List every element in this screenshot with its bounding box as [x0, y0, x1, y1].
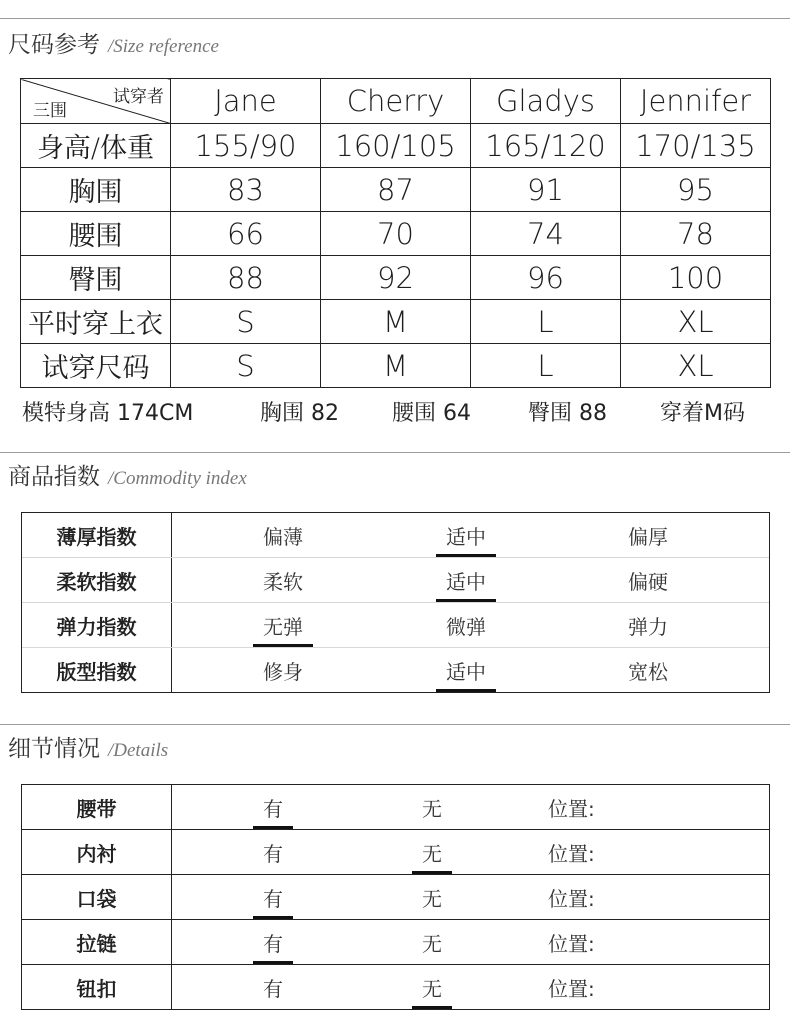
detail-position: 位置:	[548, 886, 595, 911]
row-label: 腰围	[21, 212, 171, 256]
detail-label: 内衬	[22, 830, 172, 874]
details-title-cn: 细节情况	[8, 736, 100, 762]
table-cell: 83	[171, 168, 321, 212]
size-row-height-weight	[21, 124, 771, 168]
table-cell: 88	[171, 256, 321, 300]
commodity-section-title	[8, 458, 247, 492]
table-cell: 100	[621, 256, 771, 300]
table-cell: L	[471, 300, 621, 344]
col-header-jane: Jane	[171, 79, 321, 124]
index-option: 弹力	[628, 614, 668, 639]
commodity-divider	[0, 452, 790, 453]
col-header-jennifer: Jennifer	[621, 79, 771, 124]
detail-yes: 有	[263, 976, 283, 1001]
detail-no: 无	[422, 886, 442, 911]
size-row-usual-top	[21, 300, 771, 344]
row-label: 平时穿上衣	[21, 300, 171, 344]
detail-row-belt	[22, 785, 769, 829]
table-cell: 87	[321, 168, 471, 212]
index-label: 版型指数	[22, 648, 172, 692]
size-title-en: /Size reference	[108, 36, 219, 57]
detail-yes: 有	[263, 875, 283, 919]
index-label: 柔软指数	[22, 558, 172, 602]
col-header-cherry: Cherry	[321, 79, 471, 124]
detail-no: 无	[422, 931, 442, 956]
table-cell: S	[171, 300, 321, 344]
detail-row-zipper	[22, 919, 769, 964]
model-bust: 胸围 82	[260, 401, 339, 426]
index-row-softness	[22, 557, 769, 602]
table-cell: 74	[471, 212, 621, 256]
index-label: 薄厚指数	[22, 513, 172, 557]
table-cell: 96	[471, 256, 621, 300]
table-cell: XL	[621, 344, 771, 388]
size-row-hip	[21, 256, 771, 300]
detail-no: 无	[422, 796, 442, 821]
table-cell: 160/105	[321, 124, 471, 168]
index-option: 适中	[446, 558, 486, 602]
detail-row-lining	[22, 829, 769, 874]
corner-cell	[21, 79, 171, 124]
details-divider	[0, 724, 790, 725]
table-cell: M	[321, 344, 471, 388]
table-cell: 66	[171, 212, 321, 256]
index-row-fit	[22, 647, 769, 692]
details-table	[21, 784, 770, 1010]
top-divider	[0, 18, 790, 19]
table-cell: 70	[321, 212, 471, 256]
table-cell: 95	[621, 168, 771, 212]
index-option: 适中	[446, 648, 486, 692]
detail-label: 腰带	[22, 785, 172, 829]
index-option: 修身	[263, 659, 303, 684]
index-option: 偏硬	[628, 569, 668, 594]
size-row-bust	[21, 168, 771, 212]
model-info	[22, 396, 762, 428]
detail-row-button	[22, 964, 769, 1009]
index-row-elasticity	[22, 602, 769, 647]
table-cell: 91	[471, 168, 621, 212]
selected-underline	[412, 1006, 452, 1009]
index-option: 偏厚	[628, 524, 668, 549]
size-section-title	[8, 26, 219, 60]
details-section-title	[8, 730, 168, 764]
model-waist: 腰围 64	[392, 401, 471, 426]
index-option: 柔软	[263, 569, 303, 594]
row-label: 身高/体重	[21, 124, 171, 168]
model-wearing: 穿着M码	[660, 401, 745, 426]
row-label: 试穿尺码	[21, 344, 171, 388]
detail-label: 钮扣	[22, 965, 172, 1009]
size-row-waist	[21, 212, 771, 256]
table-cell: 155/90	[171, 124, 321, 168]
index-option: 无弹	[263, 603, 303, 647]
corner-top-label: 试穿者	[113, 87, 164, 107]
index-option: 偏薄	[263, 524, 303, 549]
index-option: 适中	[446, 513, 486, 557]
table-cell: S	[171, 344, 321, 388]
detail-no: 无	[422, 830, 442, 874]
col-header-gladys: Gladys	[471, 79, 621, 124]
detail-label: 口袋	[22, 875, 172, 919]
size-table	[20, 78, 771, 388]
table-cell: L	[471, 344, 621, 388]
details-title-en: /Details	[108, 740, 169, 761]
table-cell: XL	[621, 300, 771, 344]
detail-label: 拉链	[22, 920, 172, 964]
row-label: 胸围	[21, 168, 171, 212]
index-label: 弹力指数	[22, 603, 172, 647]
size-row-tried-size	[21, 344, 771, 388]
detail-yes: 有	[263, 920, 283, 964]
table-cell: 78	[621, 212, 771, 256]
size-title-cn: 尺码参考	[8, 32, 100, 58]
index-option: 宽松	[628, 659, 668, 684]
detail-position: 位置:	[548, 976, 595, 1001]
detail-yes: 有	[263, 785, 283, 829]
detail-position: 位置:	[548, 841, 595, 866]
index-row-thickness	[22, 513, 769, 557]
table-cell: 170/135	[621, 124, 771, 168]
detail-no: 无	[422, 965, 442, 1009]
index-option: 微弹	[446, 614, 486, 639]
model-height: 模特身高 174CM	[22, 401, 194, 426]
table-cell: 92	[321, 256, 471, 300]
detail-position: 位置:	[548, 931, 595, 956]
detail-row-pocket	[22, 874, 769, 919]
commodity-title-en: /Commodity index	[108, 468, 247, 489]
table-cell: M	[321, 300, 471, 344]
commodity-index-table	[21, 512, 770, 693]
size-header-row	[21, 79, 771, 124]
table-cell: 165/120	[471, 124, 621, 168]
selected-underline	[436, 689, 496, 692]
model-hip: 臀围 88	[528, 401, 607, 426]
detail-position: 位置:	[548, 796, 595, 821]
row-label: 臀围	[21, 256, 171, 300]
detail-yes: 有	[263, 841, 283, 866]
corner-bottom-label: 三围	[33, 101, 67, 121]
commodity-title-cn: 商品指数	[8, 464, 100, 490]
